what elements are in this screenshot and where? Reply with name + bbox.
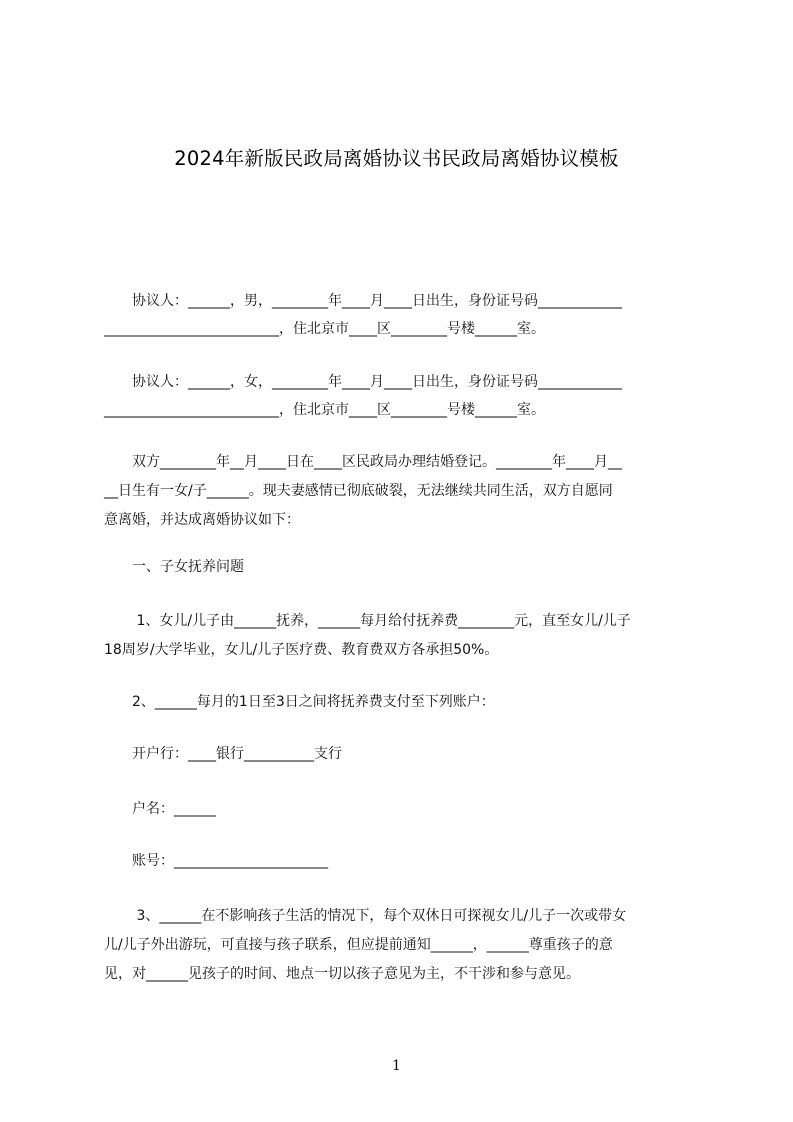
account-name-line: 户名：______ — [104, 801, 216, 817]
clause-3-line-1: 3、______在不影响孩子生活的情况下，每个双休日可探视女儿/儿子一次或带女 — [104, 908, 627, 924]
account-number-line: 账号：______________________ — [104, 853, 328, 869]
marriage-info-line-3: 意离婚，并达成离婚协议如下： — [104, 512, 300, 528]
clause-1-line-1: 1、女儿/儿子由______抚养，______每月给付抚养费________元，直至女儿/儿子 — [104, 613, 631, 629]
clause-3-line-2: 儿/儿子外出游玩，可直接与孩子联系，但应提前通知______，______尊重孩子的意 — [104, 937, 613, 953]
clause-1-line-2: 18周岁/大学毕业，女儿/儿子医疗费、教育费双方各承担50%。 — [104, 642, 499, 658]
marriage-info-line-2: __日生有一女/子______。现夫妻感情已彻底破裂，无法继续共同生活，双方自愿同 — [104, 483, 613, 499]
bank-line: 开户行：____银行__________支行 — [104, 746, 342, 762]
party-2-line-1: 协议人：______，女，________年____月____日出生，身份证号码____________ — [104, 374, 622, 390]
party-1-line-1: 协议人：______，男，________年____月____日出生，身份证号码____________ — [104, 293, 622, 309]
clause-2-line: 2、______每月的1日至3日之间将抚养费支付至下列账户： — [104, 694, 495, 710]
section-heading-child-custody: 一、子女抚养问题 — [104, 559, 244, 575]
document-title: 2024年新版民政局离婚协议书民政局离婚协议模板 — [174, 147, 619, 170]
marriage-info-line-1: 双方________年__月____日在____区民政局办理结婚登记。________年____月__ — [104, 454, 622, 470]
party-1-line-2: _________________________，住北京市____区________号楼______室。 — [104, 321, 545, 337]
party-2-line-2: _________________________，住北京市____区________号楼______室。 — [104, 402, 545, 418]
clause-3-line-3: 见，对______见孩子的时间、地点一切以孩子意见为主，不干涉和参与意见。 — [104, 966, 580, 982]
page-number: 1 — [392, 1058, 401, 1074]
